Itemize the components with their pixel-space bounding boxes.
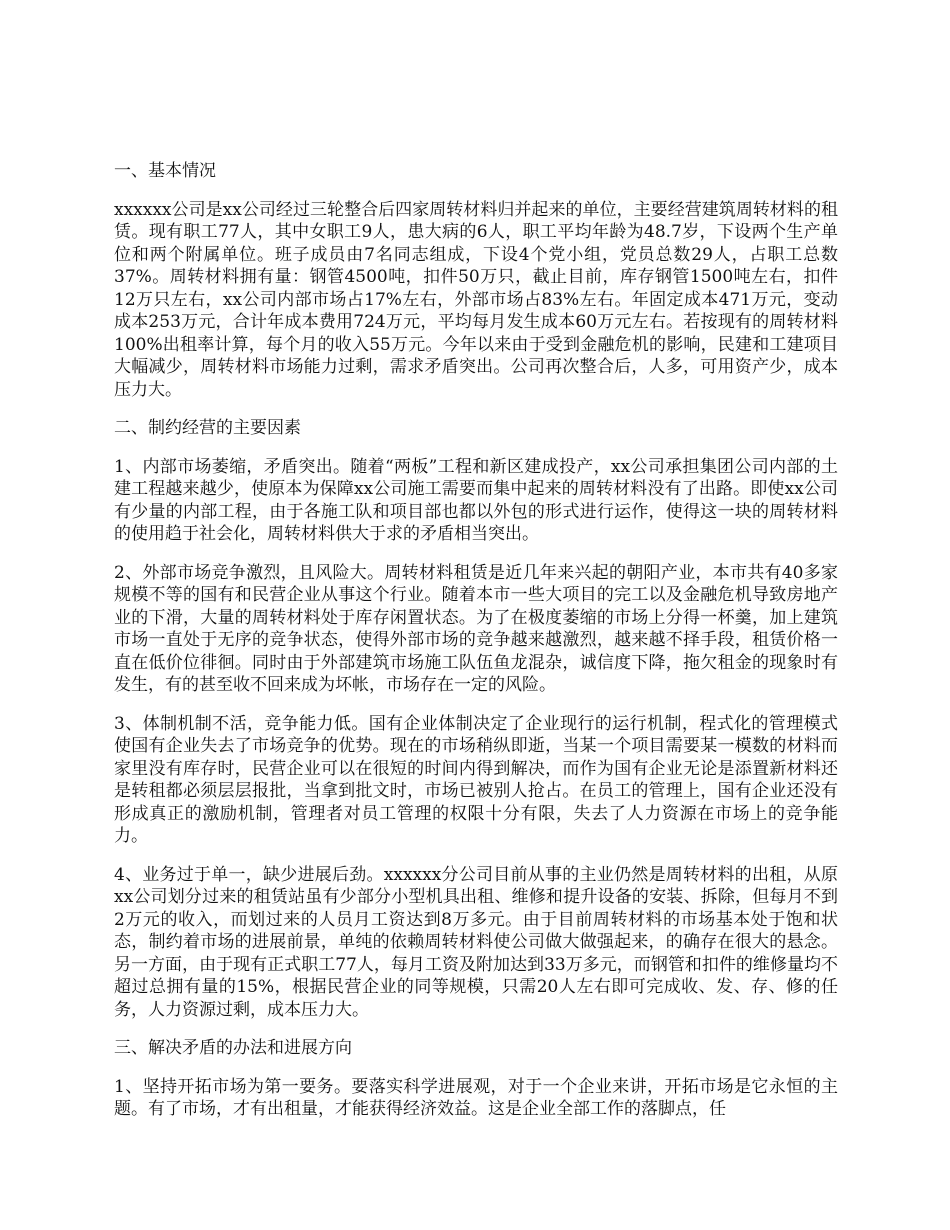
paragraph-external-market: 2、外部市场竞争激烈，且风险大。周转材料租赁是近几年来兴起的朝阳产业，本市共有40多家规模不等的国有和民营企业从事这个行业。随着本市一些大项目的完工以及金融危机导致房地产业的下滑，大量的周转材料处于库存闲置状态。为了在极度萎缩的市场上分得一杯羹，加上建筑市场一直处于无序的竞争状态，使得外部市场的竞争越来越激烈，越来越不择手段，租赁价格一直在低价位徘徊。同时由于外部建筑市场施工队伍鱼龙混杂，诚信度下降，拖欠租金的现象时有发生，有的甚至收不回来成为坏帐，市场存在一定的风险。 xyxy=(114,562,838,695)
section-heading-basic-situation: 一、基本情况 xyxy=(114,161,216,181)
section-heading-constraints: 二、制约经营的主要因素 xyxy=(114,418,301,438)
paragraph-single-business: 4、业务过于单一，缺少进展后劲。xxxxxx分公司目前从事的主业仍然是周转材料的出租，从原xx公司划分过来的租赁站虽有少部分小型机具出租、维修和提升设备的安装、拆除，但每月不到2万元的收入，而划过来的人员月工资达到8万多元。由于目前周转材料的市场基本处于饱和状态，制约着市场的进展前景，单纯的依赖周转材料使公司做大做强起来，的确存在很大的悬念。另一方面，由于现有正式职工77人，每月工资及附加达到33万多元，而钢管和扣件的维修量均不超过总拥有量的15%，根据民营企业的同等规模，只需20人左右即可完成收、发、存、修的任务，人力资源过剩，成本压力大。 xyxy=(114,864,838,1020)
paragraph-basic-situation: xxxxxx公司是xx公司经过三轮整合后四家周转材料归并起来的单位，主要经营建筑周转材料的租赁。现有职工77人，其中女职工9人，患大病的6人，职工平均年龄为48.7岁，下设两个生产单位和两个附属单位。班子成员由7名同志组成，下设4个党小组，党员总数29人，占职工总数37%。周转材料拥有量：钢管4500吨，扣件50万只，截止目前，库存钢管1500吨左右，扣件12万只左右，xx公司内部市场占17%左右，外部市场占83%左右。年固定成本471万元，变动成本253万元，合计年成本费用724万元，平均每月发生成本60万元左右。若按现有的周转材料100%出租率计算，每个月的收入55万元。今年以来由于受到金融危机的影响，民建和工建项目大幅减少，周转材料市场能力过剩，需求矛盾突出。公司再次整合后，人多，可用资产少，成本压力大。 xyxy=(114,199,838,400)
paragraph-system-mechanism: 3、体制机制不活，竞争能力低。国有企业体制决定了企业现行的运行机制，程式化的管理模式使国有企业失去了市场竞争的优势。现在的市场稍纵即逝，当某一个项目需要某一模数的材料而家里没有库存时，民营企业可以在很短的时间内得到解决，而作为国有企业无论是添置新材料还是转租都必须层层报批，当拿到批文时，市场已被别人抢占。在员工的管理上，国有企业还没有形成真正的激励机制，管理者对员工管理的权限十分有限，失去了人力资源在市场上的竞争能力。 xyxy=(114,713,838,846)
section-heading-solutions: 三、解决矛盾的办法和进展方向 xyxy=(114,1038,352,1058)
paragraph-market-priority: 1、坚持开拓市场为第一要务。要落实科学进展观，对于一个企业来讲，开拓市场是它永恒的主题。有了市场，才有出租量，才能获得经济效益。这是企业全部工作的落脚点，任 xyxy=(114,1076,838,1119)
paragraph-internal-market: 1、内部市场萎缩，矛盾突出。随着“两板”工程和新区建成投产，xx公司承担集团公司内部的土建工程越来越少，使原本为保障xx公司施工需要而集中起来的周转材料没有了出路。即使xx公司有少量的内部工程，由于各施工队和项目部也都以外包的形式进行运作，使得这一块的周转材料的使用趋于社会化，周转材料供大于求的矛盾相当突出。 xyxy=(114,456,838,544)
document-body xyxy=(114,160,838,1137)
